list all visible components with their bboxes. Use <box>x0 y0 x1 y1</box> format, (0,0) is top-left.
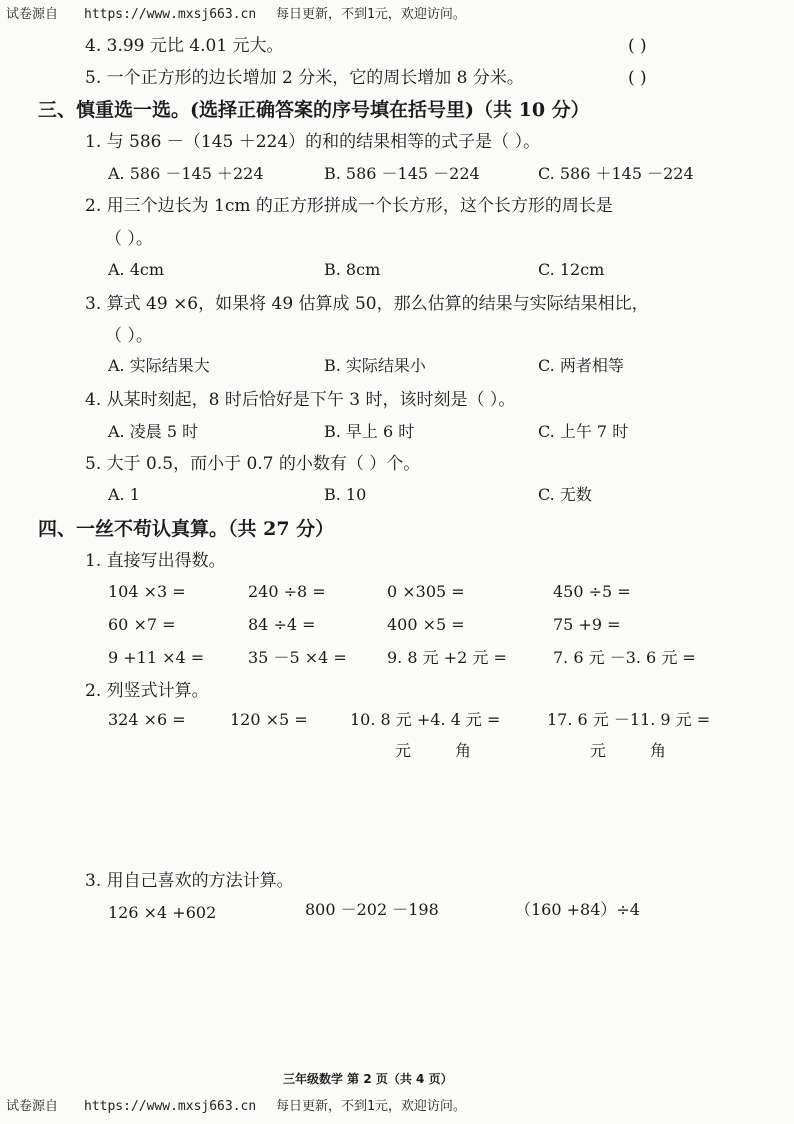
judge-item-4: 4. 3.99 元比 4.01 元大。 <box>85 36 284 56</box>
q1-option-b: B. 586 －145 －224 <box>324 164 480 183</box>
watermark-slogan: 每日更新，不到1元，欢迎访问。 <box>276 7 466 22</box>
q4-option-c: C. 上午 7 时 <box>538 422 629 441</box>
calc-3-3: 9. 8 元 +2 元 = <box>387 648 507 667</box>
q2-stem-paren: （ ）。 <box>105 229 153 249</box>
q2-stem: 2. 用三个边长为 1cm 的正方形拼成一个长方形，这个长方形的周长是 <box>85 196 613 216</box>
section4-title: 四、一丝不苟认真算。（共 27 分） <box>38 518 335 540</box>
vertical-calc-1: 324 ×6 = <box>108 710 186 729</box>
watermark-url[interactable]: https://www.mxsj663.cn <box>84 7 257 22</box>
vertical-calc-4-unit-jiao: 角 <box>650 741 667 760</box>
judge-item-5-paren: ( ) <box>628 68 647 88</box>
page-footer: 三年级数学 第 2 页（共 4 页） <box>283 1072 453 1086</box>
vertical-calc-3-unit-yuan: 元 <box>395 741 412 760</box>
q4-option-b: B. 早上 6 时 <box>324 422 415 441</box>
q3-option-b: B. 实际结果小 <box>324 356 426 375</box>
calc-3-2: 35 －5 ×4 = <box>248 648 347 667</box>
q1-option-a: A. 586 －145 ＋224 <box>108 164 264 183</box>
part2-title: 2. 列竖式计算。 <box>85 681 209 701</box>
q4-option-a: A. 凌晨 5 时 <box>108 422 199 441</box>
free-calc-1: 126 ×4 +602 <box>108 903 217 922</box>
calc-2-1: 60 ×7 = <box>108 615 176 634</box>
judge-item-4-paren: ( ) <box>628 36 647 56</box>
vertical-calc-4-unit-yuan: 元 <box>590 741 607 760</box>
q5-option-a: A. 1 <box>108 485 140 504</box>
calc-3-1: 9 +11 ×4 = <box>108 648 205 667</box>
watermark-source-label-bottom: 试卷源自 <box>6 1099 59 1114</box>
q2-option-c: C. 12cm <box>538 260 605 279</box>
q3-stem: 3. 算式 49 ×6，如果将 49 估算成 50，那么估算的结果与实际结果相比， <box>85 294 649 314</box>
free-calc-2: 800 －202 －198 <box>305 900 439 919</box>
calc-1-4: 450 ÷5 = <box>553 582 631 601</box>
q5-stem: 5. 大于 0.5，而小于 0.7 的小数有（ ）个。 <box>85 454 421 474</box>
q3-option-c: C. 两者相等 <box>538 356 624 375</box>
vertical-calc-4: 17. 6 元 －11. 9 元 = <box>547 710 711 729</box>
vertical-calc-2: 120 ×5 = <box>230 710 308 729</box>
free-calc-3: （160 +84）÷4 <box>515 900 640 919</box>
watermark-url-bottom[interactable]: https://www.mxsj663.cn <box>84 1099 257 1114</box>
watermark-source-label: 试卷源自 <box>6 7 59 22</box>
calc-1-3: 0 ×305 = <box>387 582 465 601</box>
q5-option-b: B. 10 <box>324 485 367 504</box>
part1-title: 1. 直接写出得数。 <box>85 551 226 571</box>
q1-stem: 1. 与 586 －（145 ＋224）的和的结果相等的式子是（ ）。 <box>85 132 541 152</box>
part3-title: 3. 用自己喜欢的方法计算。 <box>85 871 294 891</box>
q5-option-c: C. 无数 <box>538 485 592 504</box>
watermark-slogan-bottom: 每日更新，不到1元，欢迎访问。 <box>276 1099 466 1114</box>
q2-option-b: B. 8cm <box>324 260 381 279</box>
section3-title: 三、慎重选一选。(选择正确答案的序号填在括号里)（共 10 分） <box>38 99 590 121</box>
calc-1-1: 104 ×3 = <box>108 582 186 601</box>
calc-2-4: 75 +9 = <box>553 615 621 634</box>
calc-2-3: 400 ×5 = <box>387 615 465 634</box>
q3-stem-paren: （ ）。 <box>105 326 153 346</box>
calc-1-2: 240 ÷8 = <box>248 582 326 601</box>
vertical-calc-3-unit-jiao: 角 <box>455 741 472 760</box>
judge-item-5: 5. 一个正方形的边长增加 2 分米，它的周长增加 8 分米。 <box>85 68 524 88</box>
calc-2-2: 84 ÷4 = <box>248 615 316 634</box>
q1-option-c: C. 586 ＋145 －224 <box>538 164 694 183</box>
vertical-calc-3: 10. 8 元 +4. 4 元 = <box>350 710 501 729</box>
calc-3-4: 7. 6 元 －3. 6 元 = <box>553 648 696 667</box>
q4-stem: 4. 从某时刻起，8 时后恰好是下午 3 时，该时刻是（ ）。 <box>85 390 516 410</box>
q2-option-a: A. 4cm <box>108 260 165 279</box>
q3-option-a: A. 实际结果大 <box>108 356 210 375</box>
